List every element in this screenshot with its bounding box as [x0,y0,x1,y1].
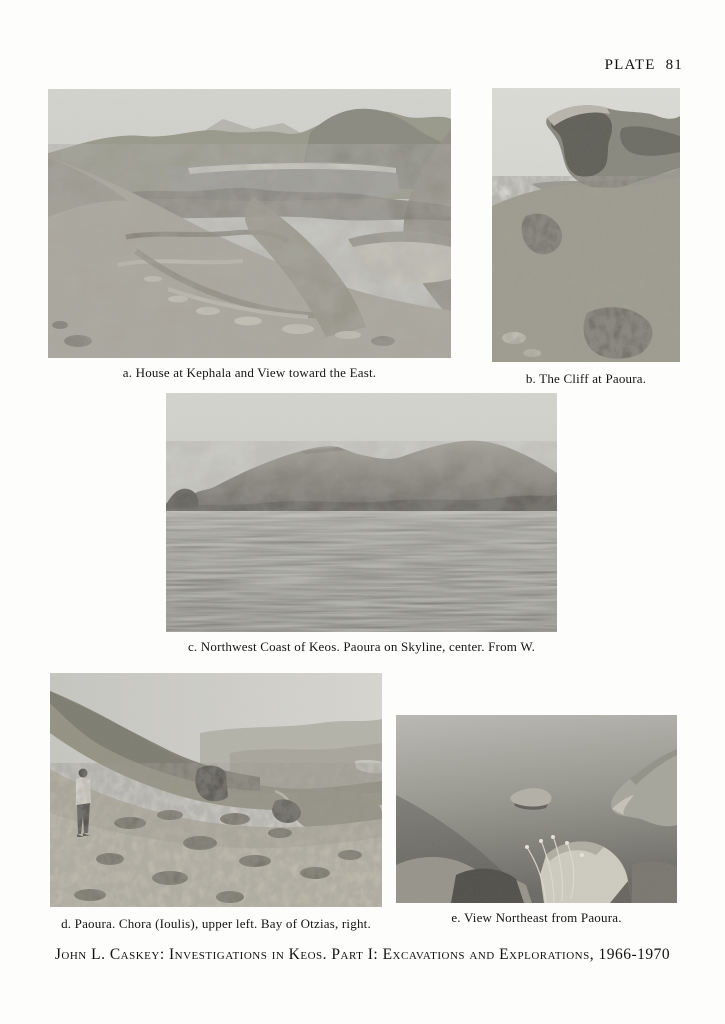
caption-c: c. Northwest Coast of Keos. Paoura on Skyline, center. From W. [187,639,536,654]
photo-e-view-northeast [396,715,677,903]
figure-a [48,89,451,381]
photo-c-northwest-coast [166,393,557,632]
photo-b-cliff-at-paoura [492,88,680,362]
photo-a-house-at-kephala [48,89,451,358]
plate-number: PLATE 81 [604,57,683,73]
figure-e [396,715,677,926]
caption-a: a. House at Kephala and View toward the East. [122,365,377,380]
figure-d [50,673,382,932]
figure-b [492,88,680,387]
plate-footer: John L. Caskey: Investigations in Keos. Part I: Excavations and Explorations, 1966-1970 [54,946,671,963]
caption-b: b. The Cliff at Paoura. [525,371,647,386]
caption-d: d. Paoura. Chora (Ioulis), upper left. Bay of Otzias, right. [61,916,371,931]
figure-c [166,393,557,655]
caption-e: e. View Northeast from Paoura. [451,910,622,925]
photo-d-paoura-chora [50,673,382,907]
